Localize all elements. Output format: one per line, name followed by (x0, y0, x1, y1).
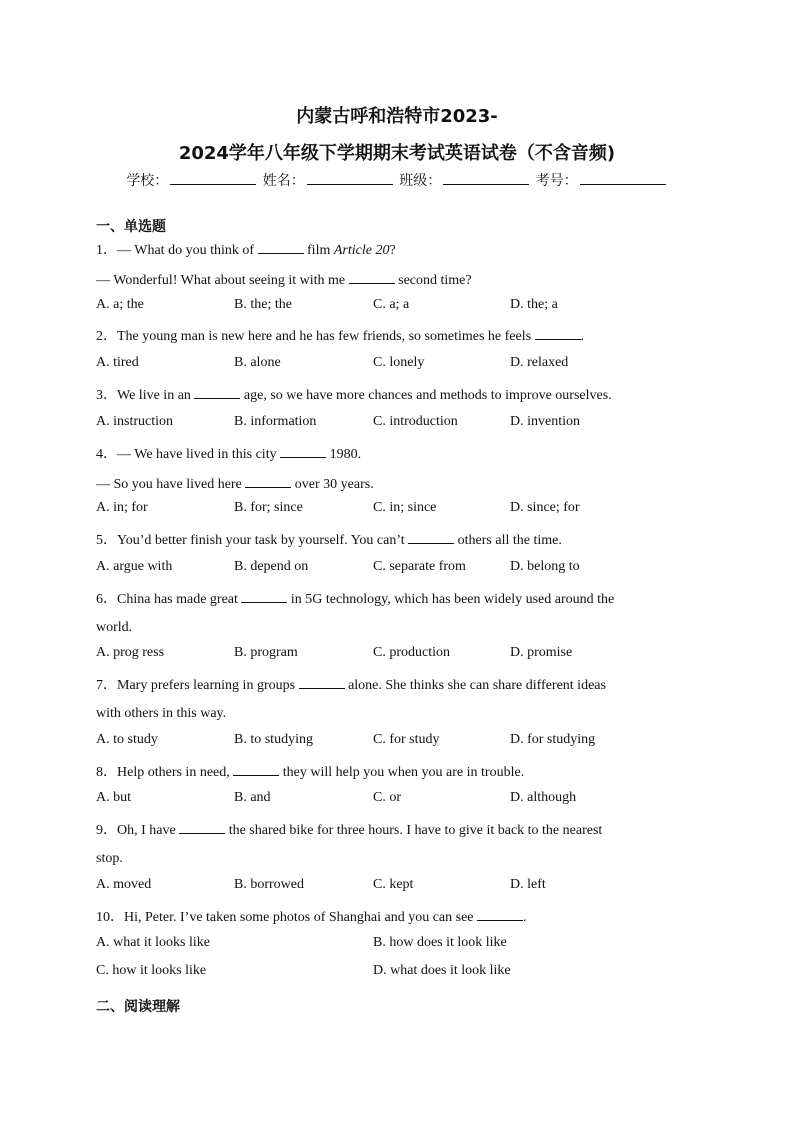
answer-blank (280, 443, 326, 458)
question-5 (96, 529, 698, 551)
question-text: 6．China has made great (96, 592, 242, 607)
option-c: C. for study (373, 732, 440, 747)
section-heading-reading: 二、阅读理解 (96, 999, 180, 1015)
question-6-line1 (96, 588, 698, 610)
question-text: 1980. (326, 447, 362, 462)
option-c: C. separate from (373, 559, 466, 574)
option-a: A. tired (96, 355, 139, 370)
exam-title-line1: 内蒙古呼和浩特市2023- (296, 106, 498, 127)
exam-number-label: 考号： (535, 173, 578, 189)
option-c: C. in; since (373, 500, 437, 515)
question-2 (96, 325, 698, 347)
answer-blank (535, 325, 581, 340)
class-blank[interactable] (443, 170, 529, 185)
option-b: B. the; the (234, 297, 292, 312)
option-c: C. or (373, 790, 401, 805)
question-text: 10．Hi, Peter. I’ve taken some photos of Shanghai and you can see (96, 910, 478, 925)
question-text: ? (389, 243, 396, 258)
answer-blank (233, 761, 279, 776)
option-d: D. promise (510, 645, 573, 660)
answer-blank (299, 674, 345, 689)
question-text: — Wonderful! What about seeing it with me (96, 273, 349, 288)
question-8 (96, 761, 698, 783)
option-c: C. a; a (373, 297, 410, 312)
exam-number-blank[interactable] (580, 170, 666, 185)
option-b: B. and (234, 790, 271, 805)
option-a: A. argue with (96, 559, 173, 574)
question-6-line2: world. (96, 620, 133, 635)
option-b: B. borrowed (234, 877, 304, 892)
option-c: C. production (373, 645, 450, 660)
option-d: D. the; a (510, 297, 558, 312)
answer-blank (241, 588, 287, 603)
option-a: A. a; the (96, 297, 144, 312)
option-b: B. alone (234, 355, 281, 370)
question-text: the shared bike for three hours. I have to give it back to the nearest (225, 823, 603, 838)
option-c: C. lonely (373, 355, 425, 370)
question-7-line2: with others in this way. (96, 706, 227, 721)
question-text: age, so we have more chances and methods to improve ourselves. (240, 388, 612, 403)
question-1-line1 (96, 239, 698, 261)
question-text: . (523, 910, 527, 925)
answer-blank (245, 473, 291, 488)
school-blank[interactable] (170, 170, 256, 185)
option-d: D. since; for (510, 500, 580, 515)
name-blank[interactable] (307, 170, 393, 185)
option-a: A. in; for (96, 500, 148, 515)
section-heading-multiple-choice: 一、单选题 (96, 219, 166, 235)
exam-title-line2: 2024学年八年级下学期期末考试英语试卷（不含音频) (178, 143, 616, 164)
question-9-line2: stop. (96, 851, 123, 866)
option-b: B. how does it look like (373, 935, 507, 950)
option-d: D. left (510, 877, 546, 892)
question-text: 5．You’d better finish your task by yourself. You can’t (96, 533, 409, 548)
option-b: B. to studying (234, 732, 313, 747)
option-b: B. information (234, 414, 317, 429)
option-a: A. moved (96, 877, 152, 892)
option-a: A. what it looks like (96, 935, 210, 950)
question-text: 3．We live in an (96, 388, 195, 403)
question-7-line1 (96, 674, 698, 696)
answer-blank (349, 269, 395, 284)
option-d: D. relaxed (510, 355, 569, 370)
question-1-line2 (96, 269, 698, 291)
answer-blank (258, 239, 304, 254)
option-d: D. belong to (510, 559, 580, 574)
question-text: others all the time. (454, 533, 562, 548)
question-text: 7．Mary prefers learning in groups (96, 678, 299, 693)
class-label: 班级： (399, 173, 442, 189)
question-text: film (303, 243, 334, 258)
question-text: 2．The young man is new here and he has few friends, so sometimes he feels (96, 329, 535, 344)
option-d: D. although (510, 790, 577, 805)
name-label: 姓名： (262, 173, 305, 189)
school-label: 学校： (126, 173, 169, 189)
option-a: A. instruction (96, 414, 173, 429)
option-b: B. depend on (234, 559, 309, 574)
option-c: C. kept (373, 877, 414, 892)
answer-blank (408, 529, 454, 544)
question-3 (96, 384, 698, 406)
question-text: 9．Oh, I have (96, 823, 180, 838)
option-d: D. for studying (510, 732, 596, 747)
question-text: — So you have lived here (96, 477, 246, 492)
answer-blank (477, 906, 523, 921)
answer-blank (194, 384, 240, 399)
question-text: 1．— What do you think of (96, 243, 258, 258)
question-text: 8．Help others in need, (96, 765, 234, 780)
film-title: Article 20 (333, 243, 390, 258)
option-a: A. prog ress (96, 645, 165, 660)
question-text: over 30 years. (291, 477, 374, 492)
student-info-line (0, 170, 794, 190)
question-text: they will help you when you are in trouble. (279, 765, 525, 780)
question-text: in 5G technology, which has been widely used around the (287, 592, 615, 607)
option-a: A. to study (96, 732, 158, 747)
option-b: B. program (234, 645, 298, 660)
answer-blank (179, 819, 225, 834)
question-4-line2 (96, 473, 698, 495)
option-a: A. but (96, 790, 131, 805)
option-d: D. what does it look like (373, 963, 511, 978)
question-text: alone. She thinks she can share different ideas (344, 678, 606, 693)
question-4-line1 (96, 443, 698, 465)
question-text: second time? (394, 273, 472, 288)
option-c: C. how it looks like (96, 963, 207, 978)
option-d: D. invention (510, 414, 580, 429)
question-text: . (580, 329, 585, 344)
question-text: 4．— We have lived in this city (96, 447, 281, 462)
question-10 (96, 906, 698, 928)
option-b: B. for; since (234, 500, 303, 515)
question-9-line1 (96, 819, 698, 841)
option-c: C. introduction (373, 414, 458, 429)
